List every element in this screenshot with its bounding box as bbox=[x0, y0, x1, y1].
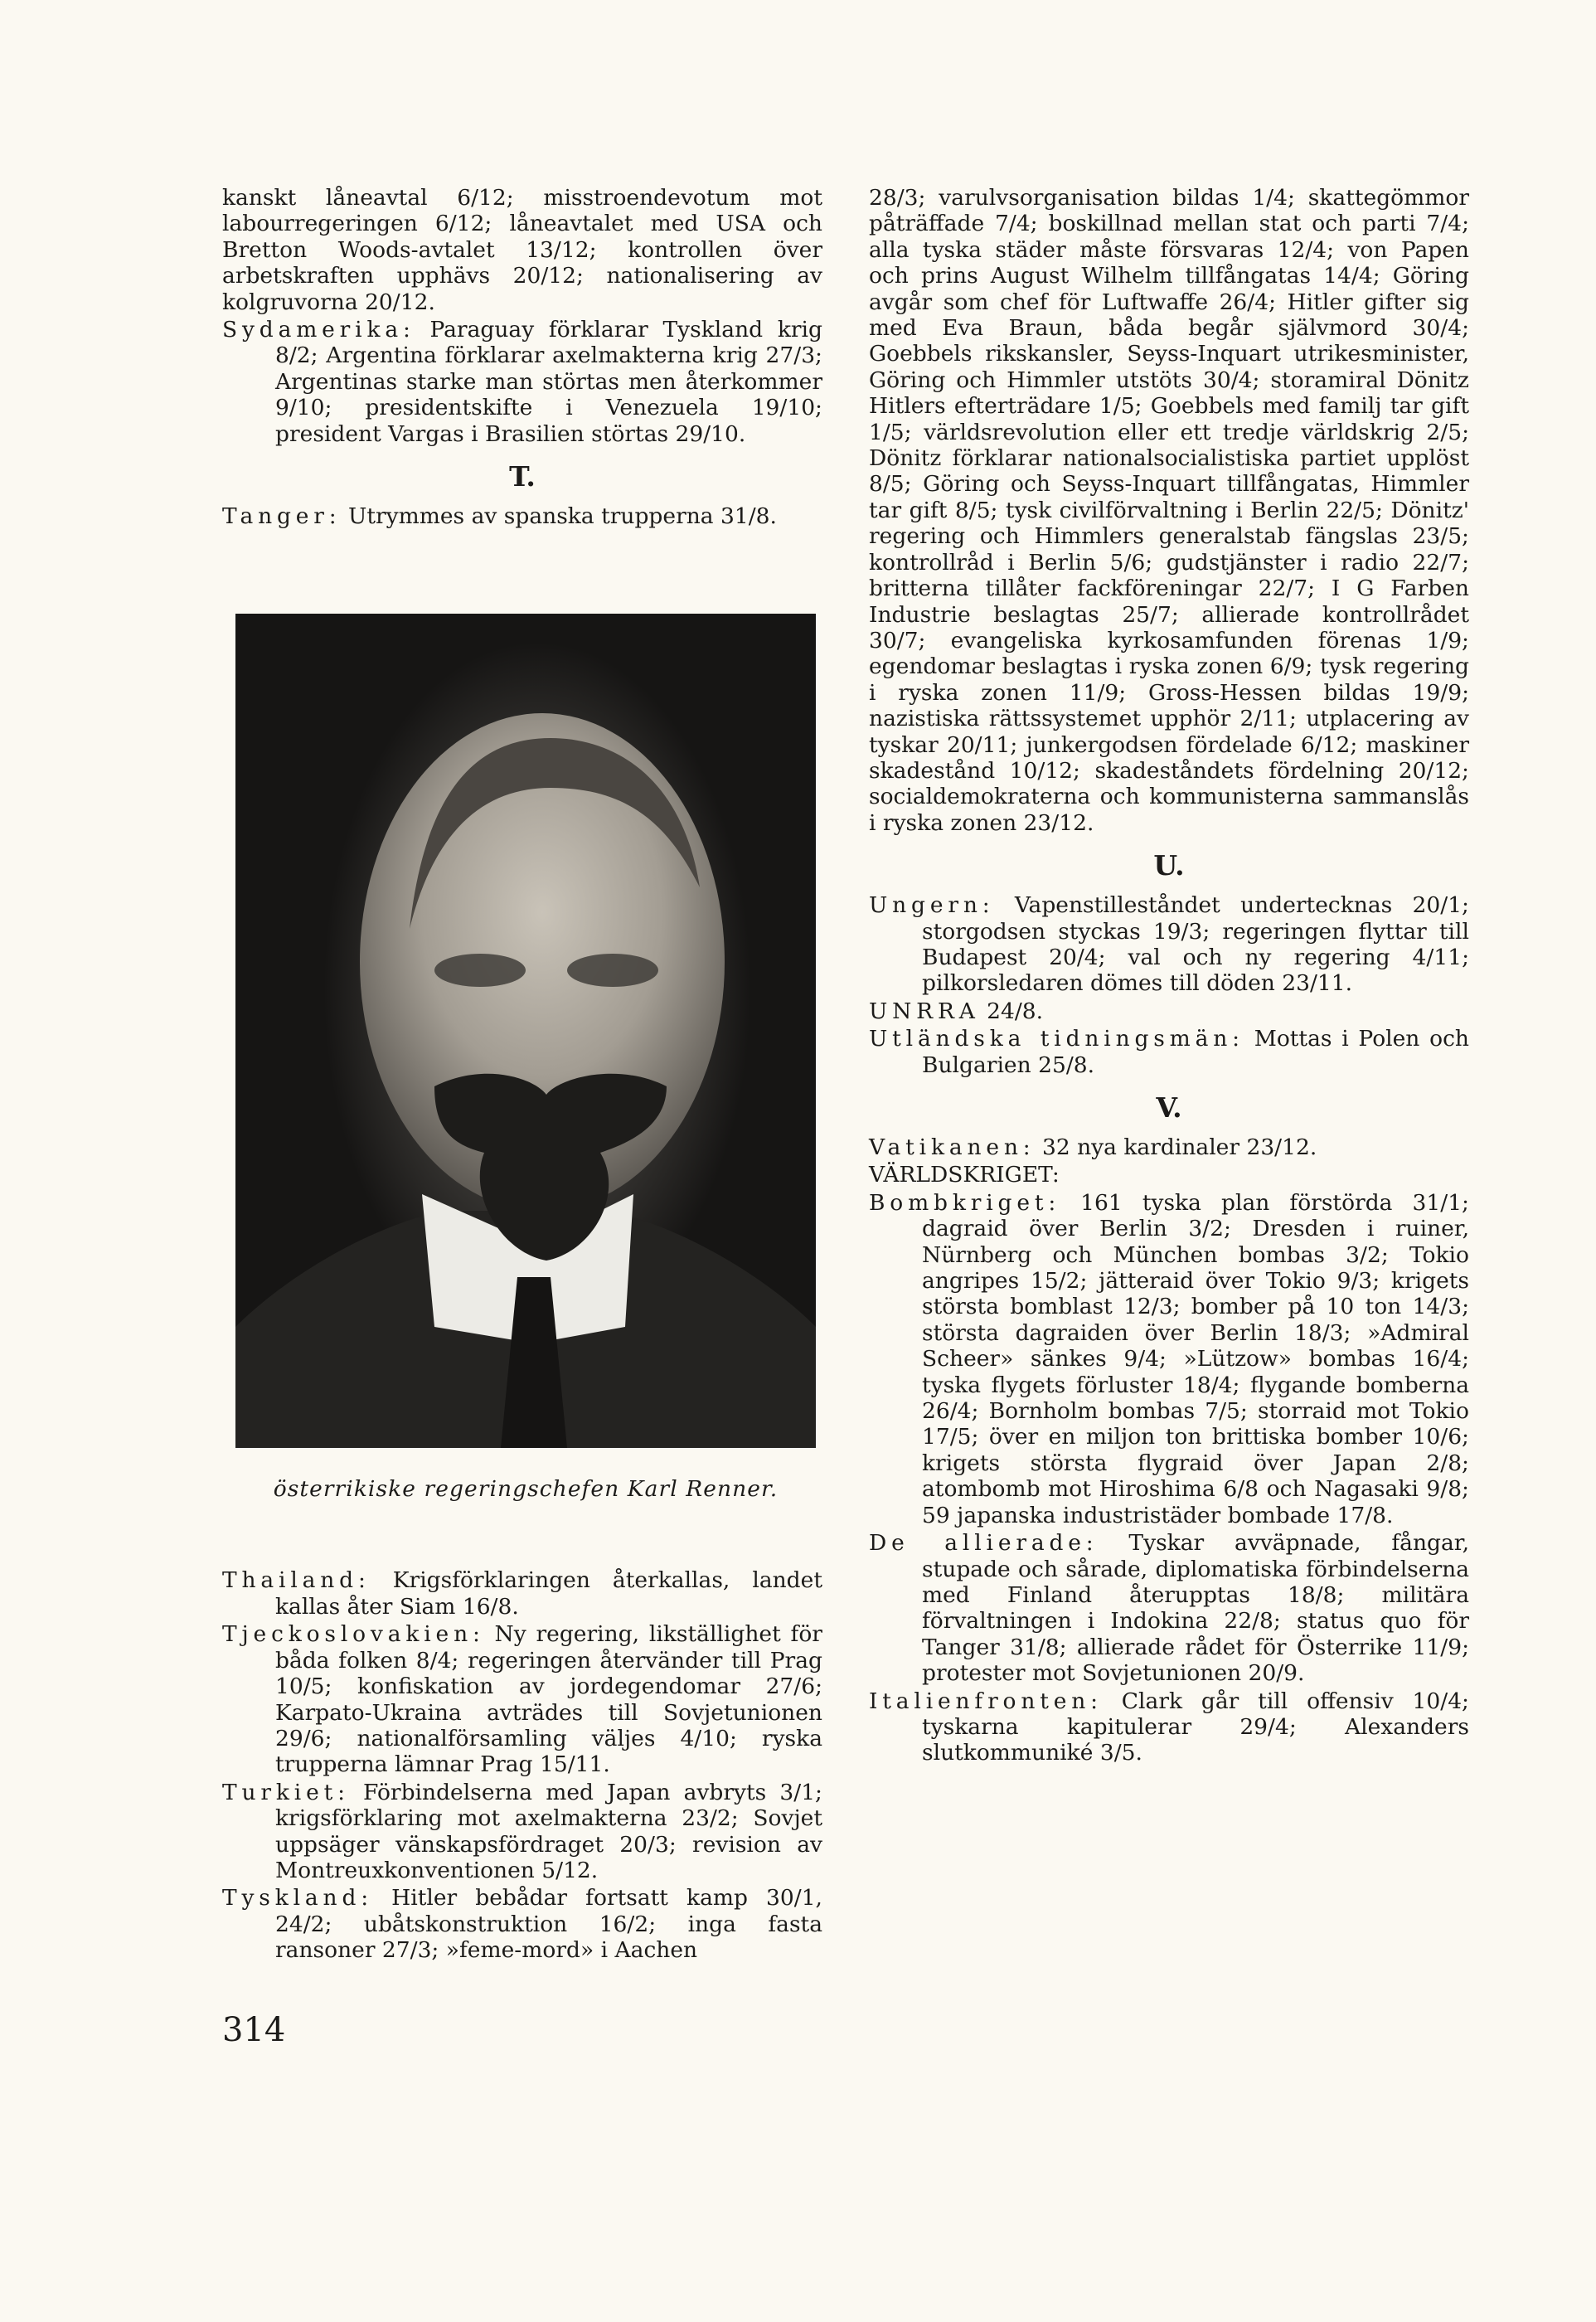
entry-term: Sydamerika: bbox=[222, 317, 415, 343]
right-eye bbox=[567, 954, 658, 987]
entry-ungern bbox=[869, 892, 1469, 997]
entry-text: Mottas i Polen och Bulgarien 25/8. bbox=[922, 1026, 1469, 1078]
entry-term: Ungern: bbox=[869, 892, 995, 919]
entry-bombkriget bbox=[869, 1190, 1469, 1528]
entry-text: Paraguay förklarar Tyskland krig 8/2; Argentina förklarar axelmakterna krig 27/3; Argentinas starke man störtas men återkommer 9/10; presidentskifte i Venezuela 19/10; president Vargas i Brasilien störtas 29/10. bbox=[275, 317, 822, 447]
entry-tjeckoslovakien bbox=[222, 1621, 822, 1777]
entry-tyskland bbox=[222, 1885, 822, 1963]
photo-caption: österrikiske regeringschefen Karl Renner. bbox=[273, 1476, 779, 1502]
entry-italienfronten bbox=[869, 1688, 1469, 1766]
right-column bbox=[869, 185, 1469, 1768]
entry-term: Tanger: bbox=[222, 503, 342, 530]
entry-thailand bbox=[222, 1567, 822, 1620]
entry-text: Clark går till offensiv 10/4; tyskarna kapitulerar 29/4; Alexanders slutkommuniké 3/5. bbox=[922, 1688, 1469, 1766]
left-eye bbox=[434, 954, 526, 987]
entry-turkiet bbox=[222, 1780, 822, 1884]
entry-utlandska bbox=[869, 1026, 1469, 1078]
entry-text: Utrymmes av spanska trupperna 31/8. bbox=[347, 503, 777, 530]
section-letter-t: T. bbox=[509, 460, 536, 493]
entry-term: Tjeckoslovakien: bbox=[222, 1621, 485, 1648]
section-letter-u: U. bbox=[1153, 849, 1185, 882]
continued-entry-text: 28/3; varulvsorganisation bildas 1/4; skattegömmor påträffade 7/4; boskillnad mellan stat och parti 7/4; alla tyska städer måste försvaras 12/4; von Papen och prins August Wilhelm tillfångatas 14/4; Göring avgår som chef för Luftwaffe 26/4; Hitler gifter sig med Eva Braun, båda begår självmord 30/4; Goebbels rikskansler, Seyss-Inquart utrikesminister, Göring och Himmler utstöts 30/4; storamiral Dönitz Hitlers efterträdare 1/5; Goebbels med familj tar gift 1/5; världsrevolution eller ett tredje världskrig 2/5; Dönitz förklarar nationalsocialistiska partiet upplöst 8/5; Göring och Seyss-Inquart tillfångatas, Himmler tar gift 8/5; tysk civilförvaltning i Berlin 22/5; Dönitz' regering och Himmlers generalstab fängslas 23/5; kontrollråd i Berlin 5/6; gudstjänster i radio 22/7; britterna tillåter fackföreningar 22/7; I G Farben Industrie beslagtas 25/7; allierade kontrollrådet 30/7; evangeliska kyrkosamfunden förenas 1/9; egendomar beslagtas i ryska zonen 6/9; tysk regering i ryska zonen 11/9; Gross-Hessen bildas 19/9; nazistiska rättssystemet upphör 2/11; utplacering av tyskar 20/11; junkergodsen fördelade 6/12; maskiner skadestånd 10/12; skadeståndets fördelning 20/12; socialdemokraterna och kommunisterna sammanslås i ryska zonen 23/12. bbox=[869, 185, 1469, 836]
section-heading-varldskriget: VÄRLDSKRIGET: bbox=[869, 1162, 1060, 1188]
continued-entry-text: kanskt låneavtal 6/12; misstroendevotum mot labourregeringen 6/12; låneavtalet med USA och Bretton Woods-avtalet 13/12; kontrollen över arbetskraften upphävs 20/12; nationalisering av kolgruvorna 20/12. bbox=[222, 185, 822, 315]
entry-tanger bbox=[222, 503, 822, 529]
entry-text: Tyskar avväpnade, fångar, stupade och sårade, diplomatiska förbindelserna med Finland återupptas 18/8; militära förvaltningen i Indokina 22/8; status quo för Tanger 31/8; allierade rådet för Österrike 11/9; protester mot Sovjetunionen 20/9. bbox=[922, 1530, 1469, 1687]
entry-text: 32 nya kardinaler 23/12. bbox=[1041, 1134, 1317, 1160]
entry-term: De allierade: bbox=[869, 1530, 1099, 1557]
entry-vatikanen bbox=[869, 1134, 1469, 1160]
entry-text: Vapenstilleståndet undertecknas 20/1; storgodsen styckas 19/3; regeringen flyttar till Budapest 20/4; val och ny regering 4/11; pilkorsledaren dömes till döden 23/11. bbox=[922, 892, 1469, 997]
entry-text: 161 tyska plan förstörda 31/1; dagraid över Berlin 3/2; Dresden i ruiner, Nürnberg och München bombas 3/2; Tokio angripes 15/2; jätteraid över Tokio 9/3; krigets största bomblast 12/3; bomber på 10 ton 14/3; största dagraiden över Berlin 18/3; »Admiral Scheer» sänkes 9/4; »Lützow» bombas 16/4; tyska flygets förluster 18/4; flygande bomberna 26/4; Bornholm bombas 7/5; storraid mot Tokio 17/5; över en miljon ton brittiska bomber 10/6; krigets största flygraid över Japan 2/8; atombomb mot Hiroshima 6/8 och Nagasaki 9/8; 59 japanska industristäder bombade 17/8. bbox=[922, 1189, 1469, 1528]
entry-term: Tyskland: bbox=[222, 1885, 374, 1912]
entry-term: Turkiet: bbox=[222, 1779, 350, 1805]
portrait-photo bbox=[235, 614, 816, 1448]
entry-de-allierade bbox=[869, 1530, 1469, 1686]
entry-term: Italienfronten: bbox=[869, 1688, 1103, 1714]
entry-text: Ny regering, likställighet för båda folken 8/4; regeringen återvänder till Prag 10/5; konfiskation av jordegendomar 27/6; Karpato-Ukraina avträdes till Sovjetunionen 29/6; nationalförsamling väljes 4/10; ryska trupperna lämnar Prag 15/11. bbox=[275, 1621, 822, 1778]
entry-text: 24/8. bbox=[987, 998, 1044, 1024]
entry-sydamerika bbox=[222, 317, 822, 447]
entry-term: Utländska tidningsmän: bbox=[869, 1026, 1244, 1052]
entry-text: Hitler bebådar fortsatt kamp 30/1, 24/2; ubåtskonstruktion 16/2; inga fasta ransoner 27/3; »feme-mord» i Aachen bbox=[275, 1885, 822, 1964]
entry-term: UNRRA bbox=[869, 998, 980, 1024]
entry-term: Vatikanen: bbox=[869, 1134, 1036, 1160]
entry-term: Bombkriget: bbox=[869, 1189, 1061, 1216]
entry-unrra bbox=[869, 998, 1469, 1024]
entry-text: Förbindelserna med Japan avbryts 3/1; krigsförklaring mot axelmakterna 23/2; Sovjet uppsäger vänskapsfördraget 20/3; revision av Montreuxkonventionen 5/12. bbox=[275, 1779, 822, 1883]
entry-term: Thailand: bbox=[222, 1567, 371, 1594]
section-letter-v: V. bbox=[1156, 1091, 1182, 1124]
page-number: 314 bbox=[222, 2011, 286, 2049]
entry-text: Krigsförklaringen återkallas, landet kallas åter Siam 16/8. bbox=[275, 1567, 822, 1620]
portrait-illustration bbox=[235, 614, 816, 1448]
